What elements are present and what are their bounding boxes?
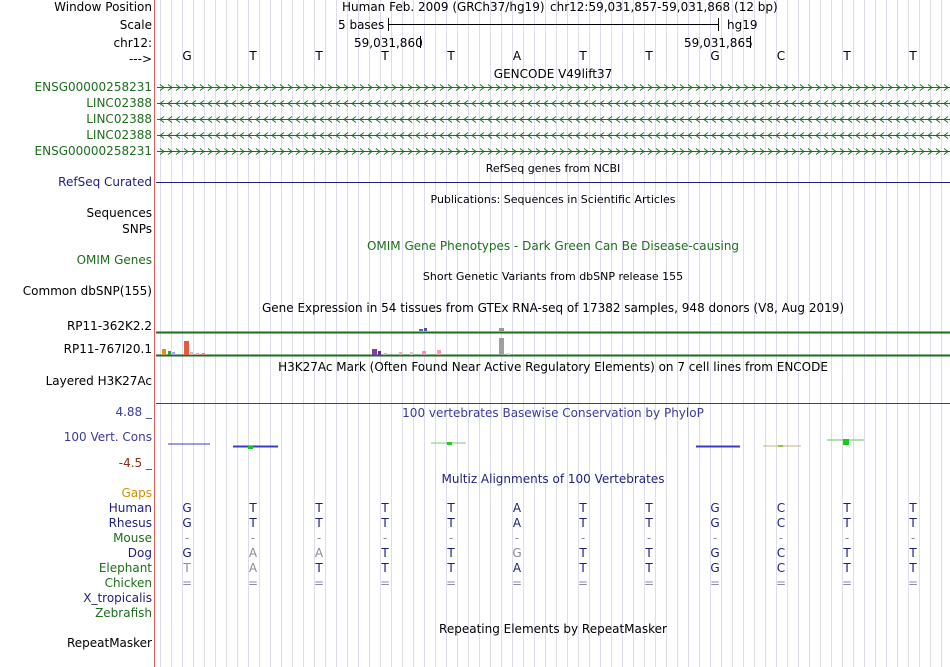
alignment-base: G [710,561,720,575]
alignment-base: A [512,516,522,530]
alignment-base: T [249,516,257,530]
alignment-base: G [710,501,720,515]
refseq-curated-label[interactable]: RefSeq Curated [58,175,152,189]
alignment-base: T [315,516,323,530]
species-label-mouse[interactable]: Mouse [113,531,152,545]
alignment-base: T [381,561,389,575]
alignment-base: C [776,516,786,530]
alignment-base: = [709,576,721,590]
alignment-base: = [841,576,853,590]
alignment-base: A [248,546,258,560]
alignment-base: T [909,546,917,560]
repeatmasker-track-title[interactable]: Repeating Elements by RepeatMasker [439,622,667,636]
alignment-base: G [182,516,192,530]
scale-label: Scale [119,18,152,32]
reference-base: T [447,49,455,63]
gene-label[interactable]: ENSG00000258231 [34,144,152,158]
species-label-human[interactable]: Human [108,501,152,515]
alignment-base: A [248,561,258,575]
sequences-label[interactable]: Sequences [86,206,152,220]
reference-base: T [315,49,323,63]
dbsnp-track-title[interactable]: Short Genetic Variants from dbSNP release 155 [422,270,684,283]
conservation-min-label: -4.5 _ [118,456,152,470]
alignment-base: - [778,531,784,545]
reference-base: G [182,49,192,63]
alignment-base: T [315,561,323,575]
alignment-base: - [712,531,718,545]
gtex-track-title[interactable]: Gene Expression in 54 tissues from GTEx RNA-seq of 17382 samples, 948 donors (V8, Aug 2019) [261,301,845,315]
alignment-base: = [643,576,655,590]
alignment-base: C [776,546,786,560]
chrom-label: chr12: [113,36,152,50]
layered-h3k27ac-label[interactable]: Layered H3K27Ac [45,374,152,388]
alignment-base: T [381,501,389,515]
gene-label[interactable]: LINC02388 [86,96,152,110]
alignment-base: T [381,546,389,560]
alignment-base: T [645,546,653,560]
alignment-base: - [184,531,190,545]
reference-base: T [909,49,917,63]
reference-base: T [645,49,653,63]
reference-base: A [512,49,522,63]
gene-label[interactable]: LINC02388 [86,112,152,126]
omim-track-title[interactable]: OMIM Gene Phenotypes - Dark Green Can Be Disease-causing [366,239,740,253]
alignment-base: T [579,546,587,560]
alignment-base: T [249,501,257,515]
alignment-base: T [447,546,455,560]
alignment-base: T [843,501,851,515]
multiz-track-title[interactable]: Multiz Alignments of 100 Vertebrates [441,472,665,486]
alignment-base: C [776,501,786,515]
alignment-base: - [382,531,388,545]
alignment-base: - [580,531,586,545]
alignment-base: = [313,576,325,590]
alignment-base: T [447,561,455,575]
alignment-base: T [909,516,917,530]
publications-track-title[interactable]: Publications: Sequences in Scientific Articles [430,193,676,206]
alignment-base: - [448,531,454,545]
alignment-base: = [445,576,457,590]
alignment-base: T [315,501,323,515]
scale-text: 5 bases [338,18,385,32]
alignment-base: = [511,576,523,590]
reference-base: T [843,49,851,63]
conservation-max-label: 4.88 _ [115,405,152,419]
alignment-base: A [314,546,324,560]
alignment-base: T [579,501,587,515]
reference-base: G [710,49,720,63]
alignment-base: = [577,576,589,590]
species-label-zebrafish[interactable]: Zebrafish [95,606,152,620]
db-text: hg19 [727,18,758,32]
coord-left: 59,031,860 [354,36,423,50]
alignment-base: T [381,516,389,530]
alignment-base: T [579,516,587,530]
alignment-base: T [645,561,653,575]
species-label-rhesus[interactable]: Rhesus [108,516,152,530]
alignment-base: T [645,516,653,530]
coord-right: 59,031,865 [684,36,753,50]
h3k27ac-track-title[interactable]: H3K27Ac Mark (Often Found Near Active Regulatory Elements) on 7 cell lines from ENCODE [278,360,828,374]
gtex-gene-label[interactable]: RP11-767I20.1 [63,342,152,356]
alignment-base: = [907,576,919,590]
alignment-base: T [843,516,851,530]
alignment-base: G [710,546,720,560]
alignment-base: T [183,561,191,575]
alignment-base: = [247,576,259,590]
alignment-base: T [579,561,587,575]
alignment-base: - [514,531,520,545]
refseq-track-title[interactable]: RefSeq genes from NCBI [485,162,621,175]
window-position-label: Window Position [54,0,152,14]
alignment-base: T [843,561,851,575]
alignment-base: - [910,531,916,545]
gaps-label[interactable]: Gaps [121,486,152,500]
alignment-base: G [182,501,192,515]
gene-label[interactable]: ENSG00000258231 [34,80,152,94]
gencode-track-title[interactable]: GENCODE V49lift37 [493,67,613,81]
reference-base: T [381,49,389,63]
conservation-label[interactable]: 100 Vert. Cons [63,430,152,444]
strand-arrow-label[interactable]: ---> [128,52,152,66]
alignment-base: G [710,516,720,530]
position-text: chr12:59,031,857-59,031,868 (12 bp) [550,0,778,14]
alignment-base: A [512,501,522,515]
repeatmasker-label[interactable]: RepeatMasker [66,636,152,650]
alignment-base: T [447,516,455,530]
reference-base: T [579,49,587,63]
alignment-base: = [379,576,391,590]
gtex-gene-label[interactable]: RP11-362K2.2 [66,319,152,333]
omim-genes-label[interactable]: OMIM Genes [76,253,152,267]
species-label-chicken[interactable]: Chicken [104,576,152,590]
common-dbsnp-label[interactable]: Common dbSNP(155) [22,284,152,298]
species-label-elephant[interactable]: Elephant [98,561,152,575]
conservation-track-title[interactable]: 100 vertebrates Basewise Conservation by PhyloP [402,406,704,420]
alignment-base: T [645,501,653,515]
alignment-base: - [250,531,256,545]
reference-base: C [776,49,786,63]
alignment-base: T [843,546,851,560]
alignment-base: G [182,546,192,560]
alignment-base: = [181,576,193,590]
alignment-base: - [844,531,850,545]
alignment-base: A [512,561,522,575]
assembly-text: Human Feb. 2009 (GRCh37/hg19) [342,0,545,14]
alignment-base: C [776,561,786,575]
alignment-base: = [775,576,787,590]
alignment-base: - [316,531,322,545]
alignment-base: T [447,501,455,515]
snps-label[interactable]: SNPs [122,222,152,236]
species-label-x-tropicalis[interactable]: X_tropicalis [83,591,152,605]
alignment-base: G [512,546,522,560]
species-label-dog[interactable]: Dog [127,546,152,560]
reference-base: T [249,49,257,63]
alignment-base: T [909,501,917,515]
alignment-base: T [909,561,917,575]
gene-label[interactable]: LINC02388 [86,128,152,142]
alignment-base: - [646,531,652,545]
